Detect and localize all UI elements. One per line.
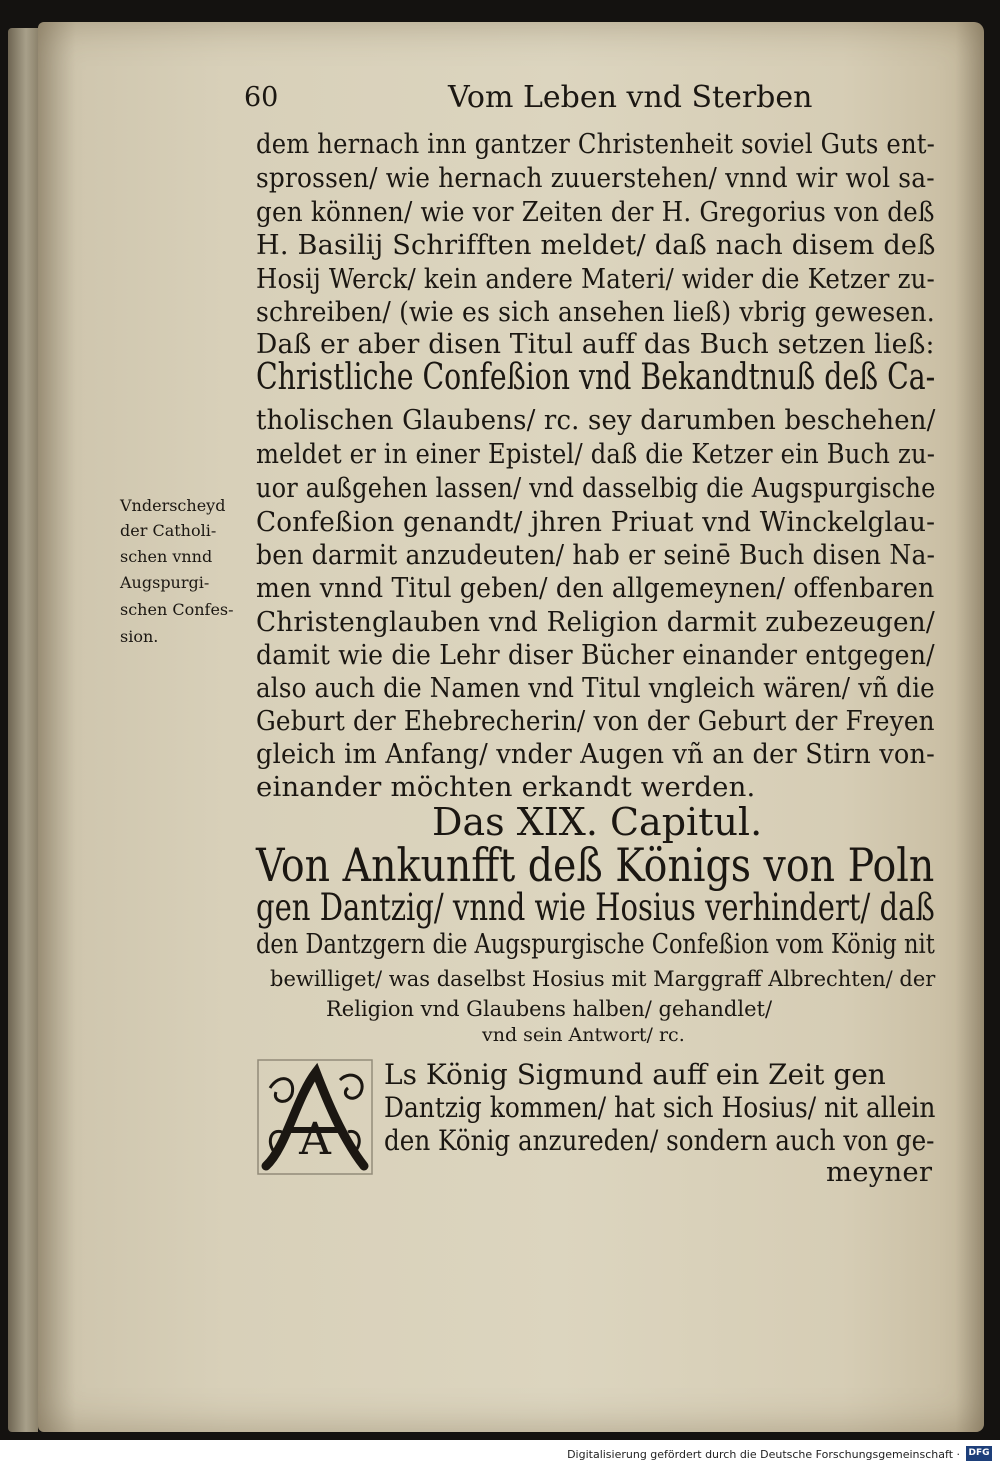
intro-line: den König anzureden/ sondern auch von ge-: [384, 1124, 935, 1157]
margin-note-line: Vnderscheyd: [120, 496, 226, 515]
chapter-number: Das XIX. Capitul.: [432, 800, 763, 844]
decorated-initial-icon: [256, 1058, 374, 1176]
body-line: men vnnd Titul geben/ den allgemeynen/ offenbaren: [256, 572, 935, 604]
running-head: Vom Leben vnd Sterben: [448, 80, 813, 115]
body-line: Geburt der Ehebrecherin/ von der Geburt der Freyen: [256, 705, 935, 737]
chapter-title-line: vnd sein Antwort/ rc.: [482, 1024, 685, 1046]
chapter-title-line: gen Dantzig/ vnnd wie Hosius verhindert/ daß: [256, 886, 935, 929]
body-line: Confeßion genandt/ jhren Priuat vnd Winckelglau-: [256, 506, 936, 538]
body-line: damit wie die Lehr diser Bücher einander entgegen/: [256, 639, 935, 671]
body-line: Christenglauben vnd Religion darmit zubezeugen/: [256, 606, 935, 638]
catchword: meyner: [826, 1156, 933, 1188]
body-line: uor außgehen lassen/ vnd dasselbig die Augspurgische: [256, 472, 936, 504]
margin-note-line: schen vnnd: [120, 547, 213, 566]
intro-line: Ls König Sigmund auff ein Zeit gen: [384, 1058, 886, 1091]
body-line: sprossen/ wie hernach zuuerstehen/ vnnd wir wol sa-: [256, 162, 935, 194]
chapter-title-line: Religion vnd Glaubens halben/ gehandlet/: [326, 997, 773, 1021]
funding-notice: Digitalisierung gefördert durch die Deutsche Forschungsgemeinschaft ·: [567, 1448, 960, 1461]
body-line: gen können/ wie vor Zeiten der H. Gregorius von deß: [256, 196, 935, 228]
chapter-title-line: bewilliget/ was daselbst Hosius mit Marggraff Albrechten/ der: [270, 967, 936, 991]
margin-note-line: sion.: [120, 627, 159, 646]
highlighted-title-line: Christliche Confeßion vnd Bekandtnuß deß Ca-: [256, 357, 936, 398]
body-line: ben darmit anzudeuten/ hab er seinē Buch disen Na-: [256, 539, 936, 571]
margin-note-line: schen Confes-: [120, 600, 234, 619]
chapter-title-line: Von Ankunfft deß Königs von Poln: [256, 838, 935, 892]
body-line: dem hernach inn gantzer Christenheit soviel Guts ent-: [256, 128, 936, 160]
body-line: tholischen Glaubens/ rc. sey darumben beschehen/: [256, 404, 936, 436]
body-line: einander möchten erkandt werden.: [256, 771, 756, 803]
chapter-title-line: den Dantzgern die Augspurgische Confeßion vom König nit: [256, 929, 935, 960]
margin-note-line: Augspurgi-: [120, 573, 210, 592]
initial-letter: A: [299, 1114, 331, 1165]
body-line: Daß er aber disen Titul auff das Buch setzen ließ:: [256, 328, 935, 360]
body-line: meldet er in einer Epistel/ daß die Ketzer ein Buch zu-: [256, 438, 936, 470]
body-line: also auch die Namen vnd Titul vngleich wären/ vñ die: [256, 672, 935, 704]
page-number: 60: [244, 82, 279, 113]
previous-page-edge: [8, 28, 38, 1432]
intro-line: Dantzig kommen/ hat sich Hosius/ nit allein: [384, 1091, 936, 1124]
dfg-logo-icon: DFG: [966, 1446, 992, 1461]
margin-note-line: der Catholi-: [120, 521, 217, 540]
body-line: schreiben/ (wie es sich ansehen ließ) vbrig gewesen.: [256, 296, 935, 328]
footer-bar: [0, 1440, 1000, 1469]
body-line: H. Basilij Schrifften meldet/ daß nach disem deß: [256, 229, 936, 261]
body-line: Hosij Werck/ kein andere Materi/ wider die Ketzer zu-: [256, 263, 936, 295]
body-line: gleich im Anfang/ vnder Augen vñ an der Stirn von-: [256, 738, 935, 770]
